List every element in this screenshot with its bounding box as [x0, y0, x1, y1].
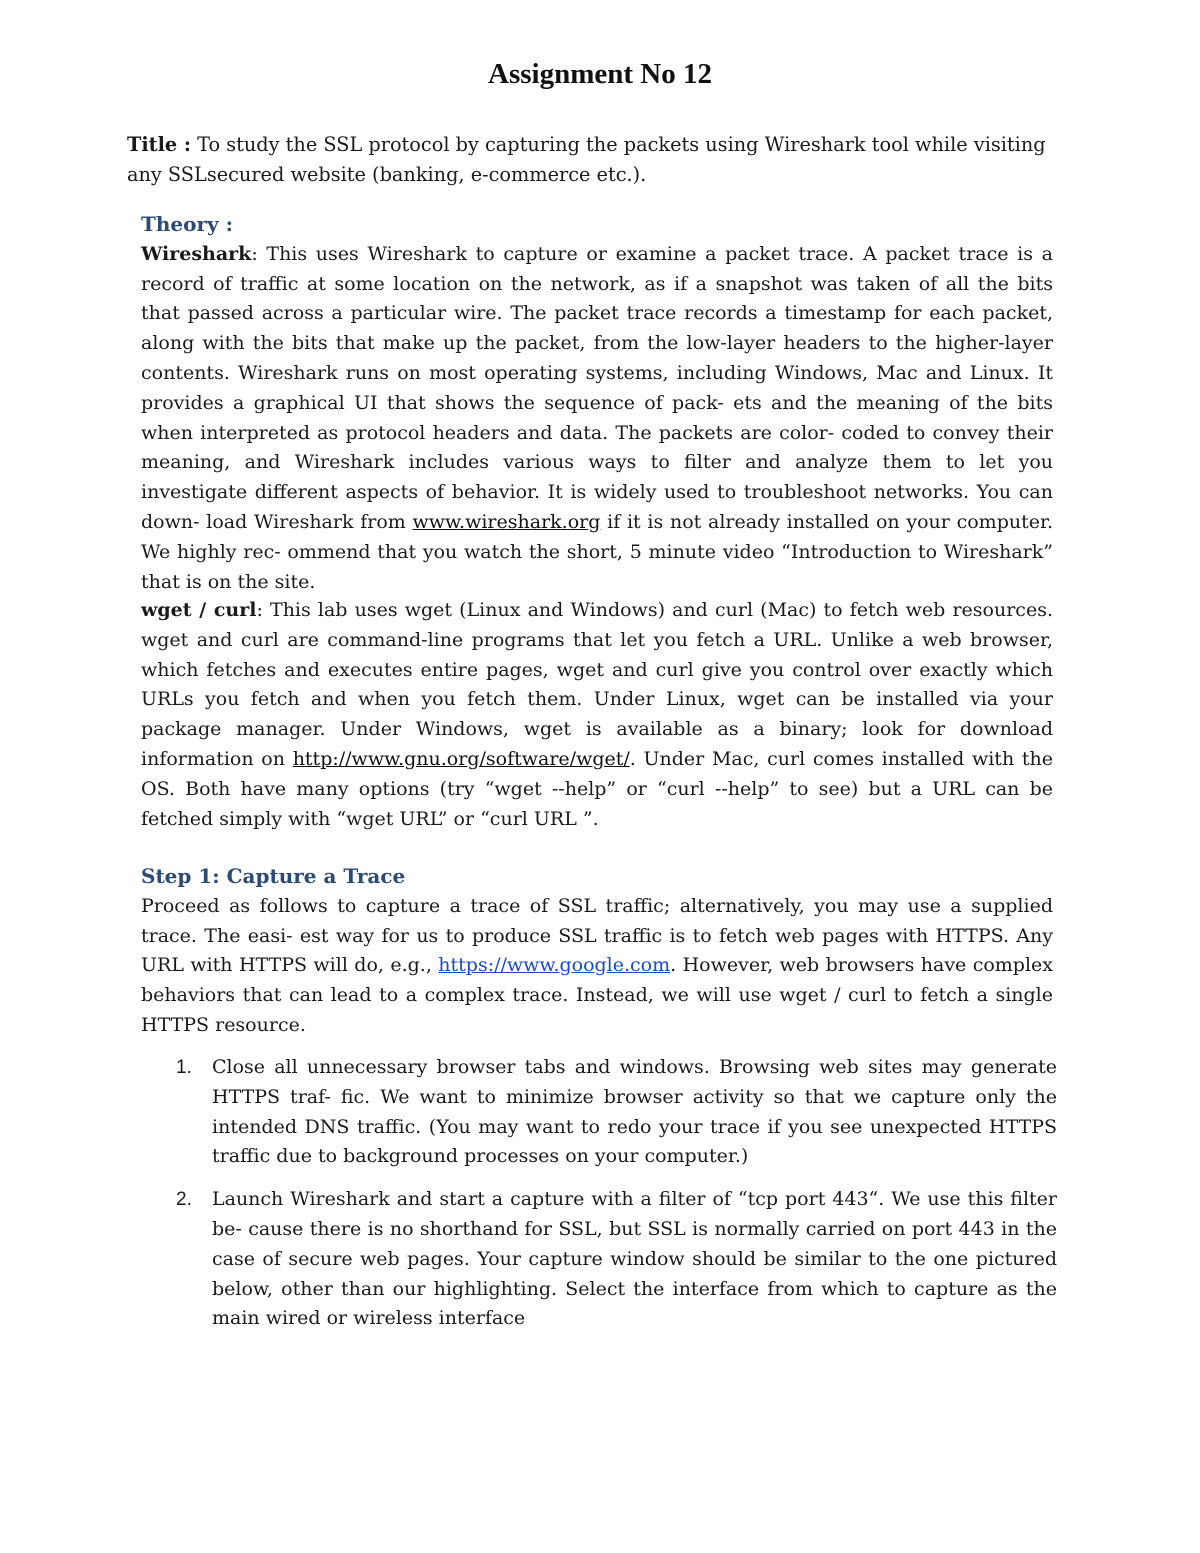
list-item [141, 1053, 1057, 1172]
wireshark-link[interactable]: www.wireshark.org [412, 510, 601, 533]
step1-text-1: Proceed as follows to capture a trace of SSL traffic; alternatively, you may use a supplied trace. The easi- est way for us to produce SSL traffic is to fetch web pages with HTTPS. Any URL with HTTPS will do, e.g., [141, 894, 1053, 977]
theory-heading: Theory : [141, 212, 233, 236]
title-paragraph [127, 130, 1075, 190]
step1-list [141, 1053, 1057, 1334]
step1-section [141, 862, 1053, 1041]
step1-heading: Step 1: Capture a Trace [141, 864, 406, 888]
step1-text-2: . However, web browsers have complex behaviors that can lead to a complex trace. Instead, we will use wget / curl to fetch a single HTTPS resource. [141, 954, 1053, 1036]
wget-text-1: : This lab uses wget (Linux and Windows) and curl (Mac) to fetch web resources. wget and curl are command-line programs that let you fetch a URL. Unlike a web browser, which fetches and executes entire pages, wget and curl give you control over exactly which URLs you fetch and when you fetch them. Under Linux, wget can be installed via your package manager. Under Windows, wget is available as a binary; look for download information on [141, 599, 1053, 770]
wireshark-term: Wireshark [141, 242, 252, 265]
list-item-number: 2. [176, 1189, 192, 1211]
title-text: To study the SSL protocol by capturing the packets using Wireshark tool while visiting any SSLsecured website (banking, e-commerce etc.). [127, 133, 1046, 186]
list-item [141, 1185, 1057, 1334]
wget-paragraph [141, 596, 1053, 834]
list-item-text: Close all unnecessary browser tabs and windows. Browsing web sites may generate HTTPS traf- fic. We want to minimize browser activity so that we capture only the intended DNS traffic. (You may want to redo your trace if you see unexpected HTTPS traffic due to background processes on your computer.) [212, 1056, 1057, 1168]
wireshark-text-2: if it is not already installed on your computer. We highly rec- ommend that you watch the short, 5 minute video “Introduction to Wireshark” that is on the site. [141, 510, 1054, 593]
wireshark-text-1: : This uses Wireshark to capture or examine a packet trace. A packet trace is a record of traffic at some location on the network, as if a snapshot was taken of all the bits that passed across a particular wire. The packet trace records a timestamp for each packet, along with the bits that make up the packet, from the low-layer headers to the higher-layer contents. Wireshark runs on most operating systems, including Windows, Mac and Linux. It provides a graphical UI that shows the sequence of pack- ets and the meaning of the bits when interpreted as protocol headers and data. The packets are color- coded to convey their meaning, and Wireshark includes various ways to filter and analyze them to let you investigate different aspects of behavior. It is widely used to troubleshoot networks. You can down- load Wireshark from [141, 242, 1053, 533]
list-item-text: Launch Wireshark and start a capture with a filter of “tcp port 443“. We use this filter be- cause there is no shorthand for SSL, but SSL is normally carried on port 443 in the case of secure web pages. Your capture window should be similar to the one pictured below, other than our highlighting. Select the interface from which to capture as the main wired or wireless interface [212, 1188, 1057, 1330]
step1-paragraph [141, 892, 1053, 1041]
wget-section [141, 596, 1053, 834]
wget-term: wget / curl [141, 599, 257, 621]
gnu-wget-link[interactable]: http://www.gnu.org/software/wget/ [292, 747, 630, 770]
wget-text-2: . Under Mac, curl comes installed with the OS. Both have many options (try “wget --help” or “curl --help” to see) but a URL can be fetched simply with “wget URL” or “curl URL ”. [141, 747, 1053, 830]
google-link[interactable]: https://www.google.com [438, 954, 671, 977]
title-label: Title : [127, 133, 192, 156]
list-item-number: 1. [176, 1057, 192, 1078]
wireshark-paragraph [141, 240, 1053, 598]
document-title: Assignment No 12 [488, 58, 712, 90]
theory-section [141, 210, 1053, 597]
